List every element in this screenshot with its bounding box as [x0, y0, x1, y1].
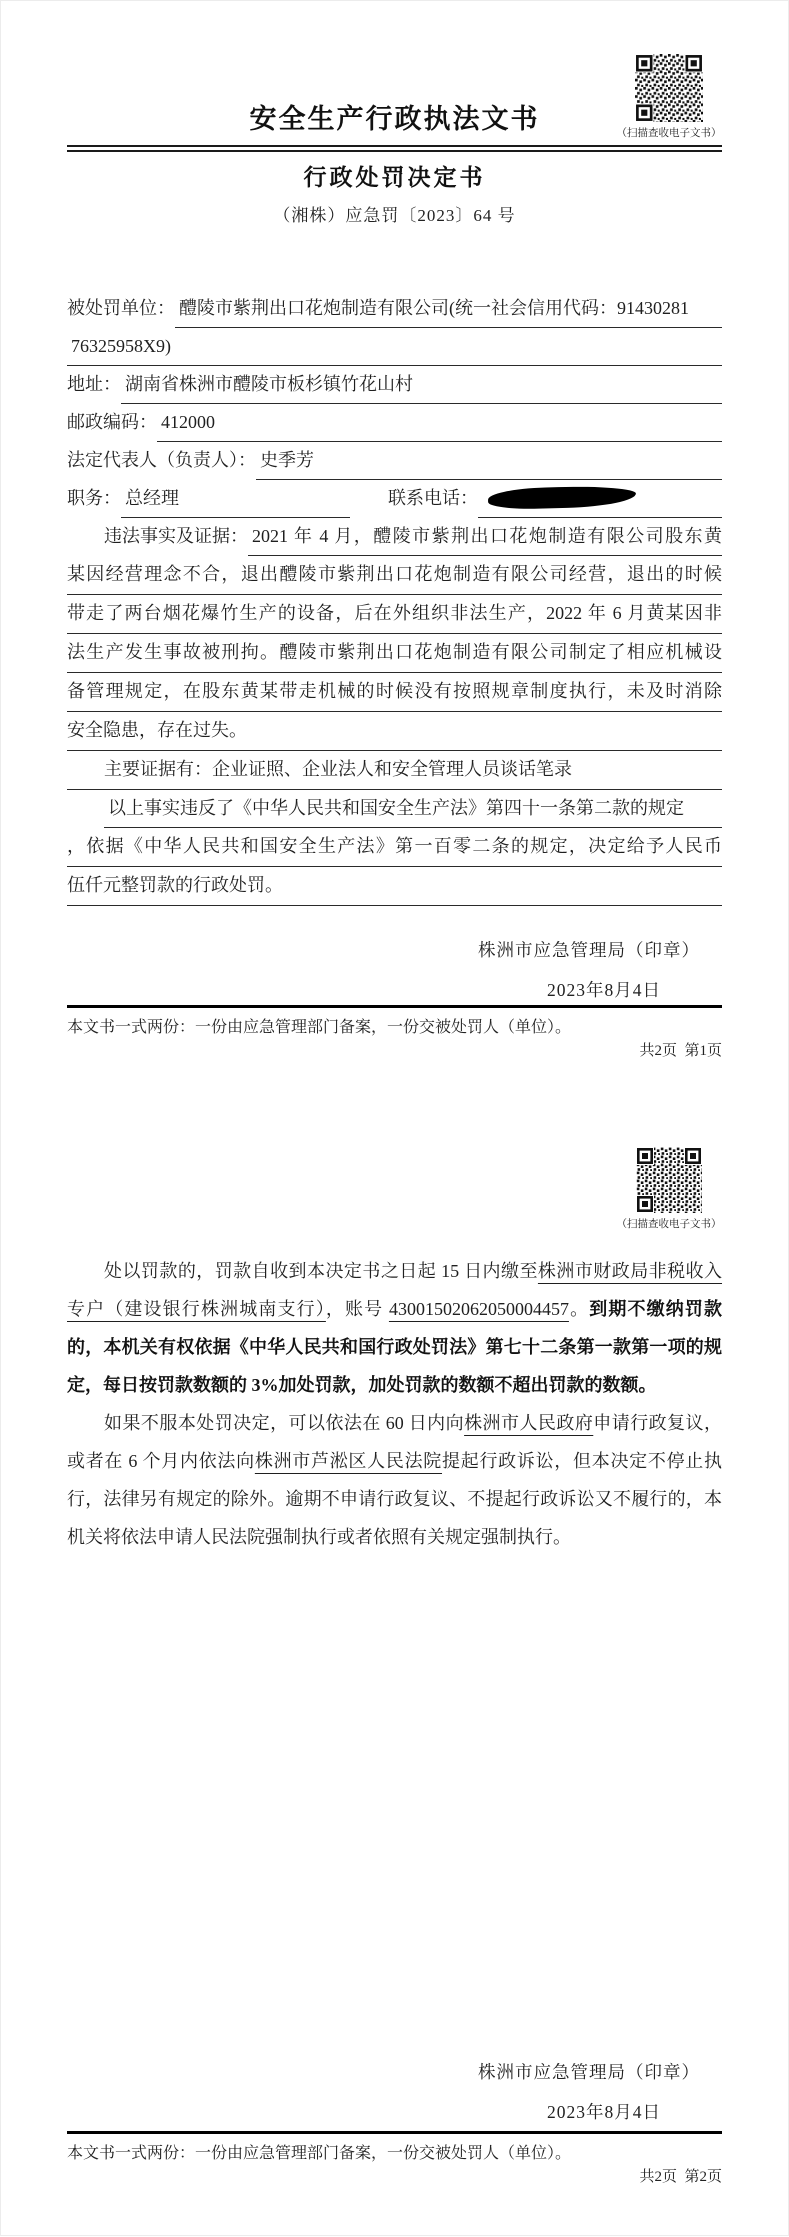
- indent-spacer: [67, 790, 104, 828]
- footer-divider: [67, 2131, 722, 2134]
- footer-page1: [67, 1005, 722, 1060]
- court-name: 株洲市芦淞区人民法院: [254, 1451, 443, 1471]
- footer-divider: [67, 1005, 722, 1008]
- address-label: 地址：: [67, 374, 121, 394]
- postcode-value: 412000: [157, 404, 722, 442]
- qr-caption: （扫描查收电子文书）: [616, 1219, 722, 1230]
- qr-block-page1: [614, 54, 724, 140]
- field-row-unit-cont: [67, 328, 722, 366]
- page-1: [1, 1, 788, 1059]
- page-indicator: 共2页 第1页: [639, 1043, 722, 1059]
- facts-line-1: [67, 518, 722, 556]
- legal-rep-label: 法定代表人（负责人）：: [67, 450, 256, 470]
- text-segment: 。: [568, 1299, 590, 1319]
- facts-line-6: 安全隐患，存在过失。: [67, 712, 722, 751]
- facts-label: 违法事实及证据：: [104, 526, 248, 546]
- field-row-postcode: [67, 404, 722, 442]
- decision-line-2: ，依据《中华人民共和国安全生产法》第一百零二条的规定，决定给予人民币: [67, 828, 722, 867]
- text-segment: 如果不服本处罚决定，可以依法在 60 日内向: [104, 1413, 465, 1433]
- qr-block-page2: [614, 1147, 724, 1231]
- field-row-unit: [67, 290, 722, 328]
- phone-label: 联系电话：: [388, 488, 478, 508]
- text-segment: 处以罚款的，罚款自收到本决定书之日起 15 日内缴至: [104, 1261, 538, 1281]
- fields-section: [67, 290, 722, 906]
- page-2: [1, 1059, 788, 2237]
- address-value: 湖南省株洲市醴陵市板杉镇竹花山村: [121, 366, 722, 404]
- redaction-mark: [488, 485, 637, 510]
- doc-title: 行政处罚决定书: [303, 165, 486, 190]
- text-segment: 申请行政复议，或者在 6 个月内依法向: [67, 1413, 723, 1471]
- decision-line-1: [67, 790, 722, 828]
- decision-date: 2023年8月4日: [547, 2102, 661, 2122]
- postcode-label: 邮政编码：: [67, 412, 157, 432]
- phone-value: [478, 480, 722, 518]
- payment-account-name: 株洲市财政局非税收入专户（建设银行株洲城南支行）: [67, 1261, 723, 1319]
- field-row-address: [67, 366, 722, 404]
- qr-code-icon: [636, 1147, 702, 1213]
- page2-content: [1, 1059, 788, 1556]
- account-number: 43001502062050004457: [388, 1299, 569, 1319]
- facts-text: 2021 年 4 月，醴陵市紫荆出口花炮制造有限公司股东黄: [248, 518, 722, 556]
- title-divider: [67, 145, 722, 152]
- unit-value-line1: 醴陵市紫荆出口花炮制造有限公司(统一社会信用代码：91430281: [175, 290, 722, 328]
- review-authority: 株洲市人民政府: [464, 1413, 594, 1433]
- facts-line-4: 法生产发生事故被刑拘。醴陵市紫荆出口花炮制造有限公司制定了相应机械设: [67, 634, 722, 673]
- facts-line-2: 某因经营理念不合，退出醴陵市紫荆出口花炮制造有限公司经营，退出的时候: [67, 556, 722, 595]
- unit-label: 被处罚单位：: [67, 298, 175, 318]
- footer-note: 本文书一式两份：一份由应急管理部门备案，一份交被处罚人（单位）。: [67, 1019, 572, 1036]
- late-penalty-clause: 到期不缴纳罚款的，本机关有权依据《中华人民共和国行政处罚法》第七十二条第一款第一项的规定，每日按罚款数额的 3%加处罚款，加处罚款的数额不超出罚款的数额。: [67, 1299, 723, 1395]
- page-indicator: 共2页 第2页: [639, 2169, 722, 2185]
- footer-page2: [67, 2131, 722, 2186]
- decision-date: 2023年8月4日: [547, 980, 661, 1000]
- doc-number: （湘株）应急罚〔2023〕64 号: [273, 206, 516, 225]
- footer-note: 本文书一式两份：一份由应急管理部门备案，一份交被处罚人（单位）。: [67, 2145, 572, 2162]
- decision-text: 以上事实违反了《中华人民共和国安全生产法》第四十一条第二款的规定: [104, 790, 722, 828]
- text-segment: 提起行政诉讼，但本决定不停止执行，法律另有规定的除外。逾期不申请行政复议、不提起行政诉讼又不履行的，本机关将依法申请人民法院强制执行或者依照有关规定强制执行。: [67, 1451, 723, 1547]
- unit-value-line2: 76325958X9): [67, 328, 722, 366]
- position-value: 总经理: [121, 480, 350, 518]
- facts-line-5: 备管理规定，在股东黄某带走机械的时候没有按照规章制度执行，未及时消除: [67, 673, 722, 712]
- qr-caption: （扫描查收电子文书）: [616, 128, 722, 139]
- text-segment: ，账号: [325, 1299, 389, 1319]
- legal-rep-value: 史季芳: [256, 442, 722, 480]
- field-row-position-phone: [67, 480, 722, 518]
- agency-seal-line: 株洲市应急管理局（印章）: [478, 2062, 700, 2082]
- signature-block-page2: [478, 2059, 700, 2124]
- field-row-legal-rep: [67, 442, 722, 480]
- facts-line-3: 带走了两台烟花爆竹生产的设备，后在外组织非法生产，2022 年 6 月黄某因非: [67, 595, 722, 634]
- payment-paragraph: [67, 1252, 722, 1404]
- category-title: 安全生产行政执法文书: [249, 104, 540, 134]
- qr-code-icon: [635, 54, 703, 122]
- spacer: [350, 480, 388, 518]
- position-label: 职务：: [67, 488, 121, 508]
- agency-seal-line: 株洲市应急管理局（印章）: [478, 940, 700, 960]
- evidence-line: 主要证据有：企业证照、企业法人和安全管理人员谈话笔录: [67, 751, 722, 790]
- appeal-paragraph: [67, 1404, 722, 1556]
- signature-block-page1: [478, 937, 700, 1002]
- decision-line-3: 伍仟元整罚款的行政处罚。: [67, 867, 722, 906]
